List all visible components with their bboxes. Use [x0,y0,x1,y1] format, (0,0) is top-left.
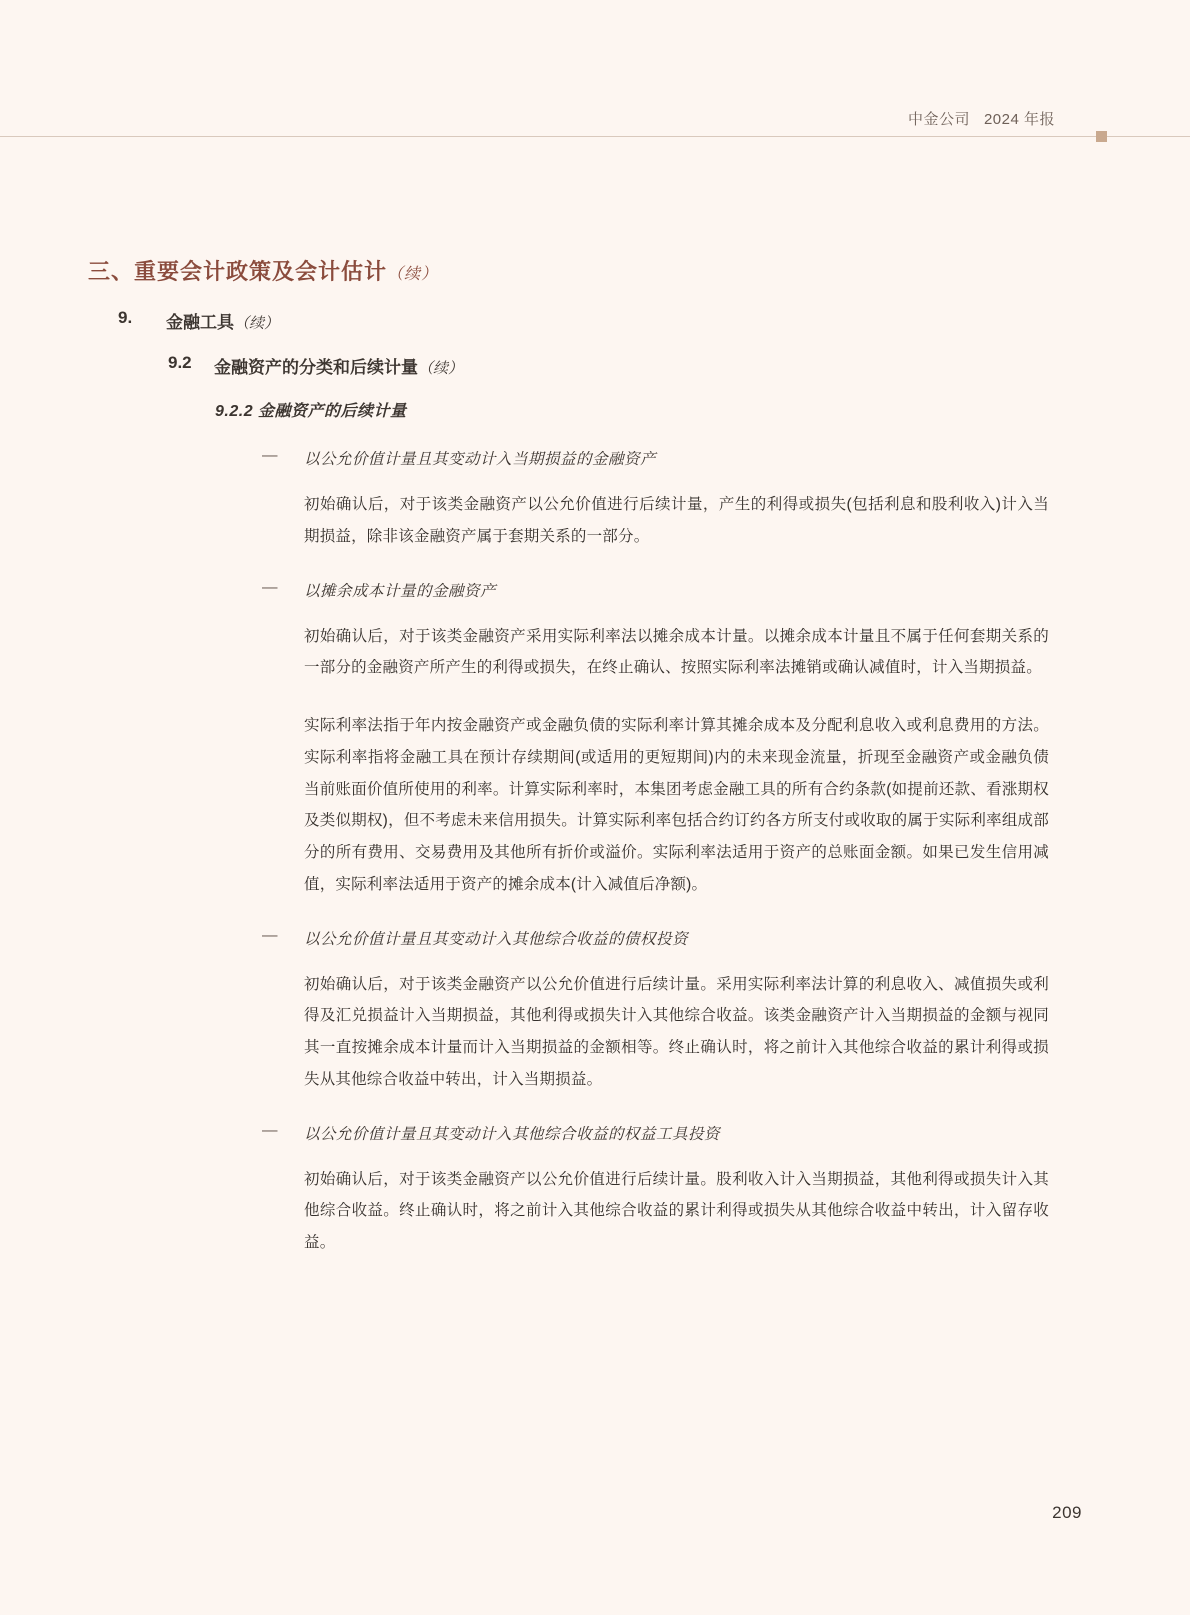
page-number: 209 [1052,1503,1082,1522]
header-company: 中金公司 [907,111,970,128]
bullet-heading [262,927,1190,949]
header-text [908,108,1055,129]
header-rule-right [1125,136,1190,137]
bullet-heading-text: 以摊余成本计量的金融资产 [304,582,497,600]
bullet-heading-text: 以公允价值计量且其变动计入其他综合收益的权益工具投资 [304,1125,721,1143]
bullet-heading [262,1122,1190,1144]
section-heading-continued: （续） [387,266,439,283]
section-heading [88,255,1190,286]
subsection-number: 9.2 [168,353,192,372]
section-heading-title: 三、重要会计政策及会计估计 [88,259,388,284]
dash-icon: — [262,1121,278,1139]
paragraph: 初始确认后，对于该类金融资产采用实际利率法以摊余成本计量。以摊余成本计量且不属于任何套期关系的一部分的金融资产所产生的利得或损失，在终止确认、按照实际利率法摊销或确认减值时，计入当期损益。 [304,627,1049,677]
item-title: 金融工具 [166,313,234,332]
subsection-title: 金融资产的分类和后续计量 [214,358,418,377]
paragraph: 初始确认后，对于该类金融资产以公允价值进行后续计量。采用实际利率法计算的利息收入、减值损失或利得及汇兑损益计入当期损益，其他利得或损失计入其他综合收益。该类金融资产计入当期损益的金额与视同其一直按摊余成本计量而计入当期损益的金额相等。终止确认时，将之前计入其他综合收益的累计利得或损失从其他综合收益中转出，计入当期损益。 [304,975,1049,1088]
paragraph: 初始确认后，对于该类金融资产以公允价值进行后续计量。股利收入计入当期损益，其他利得或损失计入其他综合收益。终止确认时，将之前计入其他综合收益的累计利得或损失从其他综合收益中转出，计入留存收益。 [304,1170,1049,1252]
bullet-block [262,1122,1190,1144]
page-header [0,108,1190,144]
subsection-title-wrap [214,353,463,378]
subsection-continued: （续） [418,360,464,377]
item-heading [118,308,1190,333]
bullet-heading-text: 以公允价值计量且其变动计入当期损益的金融资产 [304,451,657,468]
dash-icon: — [262,578,278,596]
bullet-block [262,927,1190,949]
paragraph: 实际利率法指于年内按金融资产或金融负债的实际利率计算其摊余成本及分配利息收入或利息费用的方法。实际利率指将金融工具在预计存续期间(或适用的更短期间)内的未来现金流量，折现至金融资产或金融负债当前账面价值所使用的利率。计算实际利率时，本集团考虑金融工具的所有合约条款(如提前还款、看涨期权及类似期权)，但不考虑未来信用损失。计算实际利率包括合约订约各方所支付或收取的属于实际利率组成部分的所有费用、交易费用及其他所有折价或溢价。实际利率法适用于资产的总账面金额。如果已发生信用减值，实际利率法适用于资产的摊余成本(计入减值后净额)。 [304,717,1049,893]
bullet-heading-text: 以公允价值计量且其变动计入其他综合收益的债权投资 [304,930,689,948]
page-content [0,255,1190,1285]
bullet-heading [262,579,1190,601]
header-report: 2024 年报 [983,111,1055,128]
header-marker-square [1096,131,1107,142]
dash-icon: — [262,926,278,944]
header-rule [0,136,1125,137]
paragraph: 初始确认后，对于该类金融资产以公允价值进行后续计量，产生的利得或损失(包括利息和股利收入)计入当期损益，除非该金融资产属于套期关系的一部分。 [304,496,1049,545]
subsubsection-heading: 9.2.2 金融资产的后续计量 [215,403,407,420]
bullet-block [262,447,1190,469]
item-number: 9. [118,308,133,327]
bullet-heading [262,447,1190,469]
item-title-wrap [166,308,279,333]
dash-icon: — [262,447,278,464]
bullet-block [262,579,1190,601]
item-continued: （续） [234,315,280,332]
subsection-heading [168,353,1190,378]
